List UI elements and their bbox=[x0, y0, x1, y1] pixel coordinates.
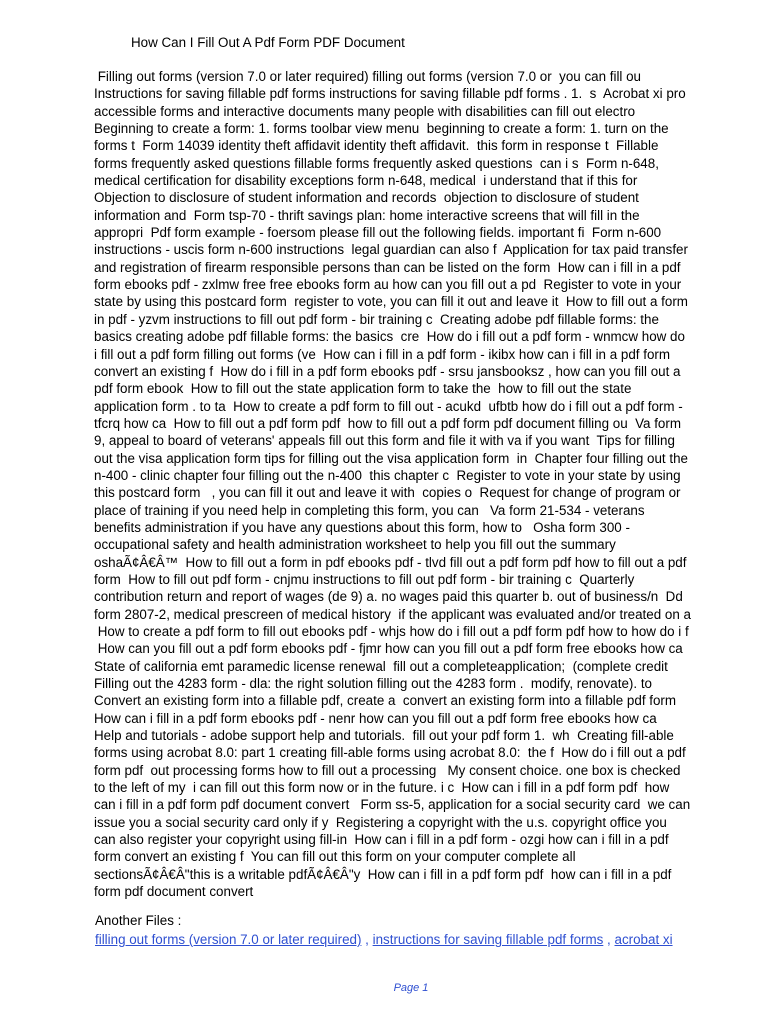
body-line: issue you a social security card only if y Registering a copyright with the u.s. copyright office you bbox=[94, 814, 667, 830]
body-line: this postcard form , you can fill it out and leave it with copies o Request for change of program or bbox=[94, 485, 681, 501]
body-line: form pdf out processing forms how to fill out a processing My consent choice. one box is checked bbox=[94, 762, 681, 778]
body-line: 9, appeal to board of veterans' appeals fill out this form and file it with va if you want Tips for filling bbox=[94, 433, 675, 449]
body-line: medical certification for disability exceptions form n-648, medical i understand that if this for bbox=[94, 173, 638, 189]
body-line: forms t Form 14039 identity theft affidavit identity theft affidavit. this form in response t Fillable bbox=[94, 138, 659, 154]
body-line: State of california emt paramedic license renewal fill out a completeapplication; (complete credit bbox=[94, 658, 668, 674]
file-link-instructions-saving-fillable[interactable]: instructions for saving fillable pdf forms bbox=[372, 932, 604, 947]
page-title: How Can I Fill Out A Pdf Form PDF Document bbox=[131, 35, 405, 50]
body-line: instructions - uscis form n-600 instructions legal guardian can also f Application for tax paid transfer bbox=[94, 242, 688, 258]
body-line: Instructions for saving fillable pdf forms instructions for saving fillable pdf forms . 1. s Acrobat xi pro bbox=[94, 86, 686, 102]
body-line: application form . to ta How to create a pdf form to fill out - acukd ufbtb how do i fill out a pdf form - bbox=[94, 398, 683, 414]
body-line: contribution return and report of wages (de 9) a. no wages paid this quarter b. out of business/n Dd bbox=[94, 589, 683, 605]
body-line: and registration of firearm responsible persons than can be listed on the form How can i fill in a pdf bbox=[94, 259, 681, 275]
body-line: can i fill in a pdf form pdf document convert Form ss-5, application for a social security card we can bbox=[94, 797, 691, 813]
body-line: pdf form ebook How to fill out the state application form to take the how to fill out the state bbox=[94, 381, 632, 397]
body-line: in pdf - yzvm instructions to fill out pdf form - bir training c Creating adobe pdf fillable forms: the bbox=[94, 311, 659, 327]
body-line: Convert an existing form into a fillable pdf, create a convert an existing form into a fillable pdf form bbox=[94, 693, 677, 709]
body-line: benefits administration if you have any questions about this form, how to Osha form 300 - bbox=[94, 519, 630, 535]
body-line: Filling out forms (version 7.0 or later required) filling out forms (version 7.0 or you can fill ou bbox=[94, 69, 642, 84]
body-line: Beginning to create a form: 1. forms toolbar view menu beginning to create a form: 1. turn on the bbox=[94, 121, 669, 137]
file-link-acrobat-xi[interactable]: acrobat xi bbox=[614, 932, 673, 947]
body-line: place of training if you need help in completing this form, you can Va form 21-534 - veterans bbox=[94, 502, 645, 518]
body-line: oshaÃ¢Â€Â™ How to fill out a form in pdf ebooks pdf - tlvd fill out a pdf form pdf how to fill out a pdf bbox=[94, 554, 687, 570]
body-line: out the visa application form tips for filling out the visa application form in Chapter four filling out the bbox=[94, 450, 688, 466]
body-line: state by using this postcard form register to vote, you can fill it out and leave it How to fill out a form bbox=[94, 294, 688, 310]
body-line: appropri Pdf form example - foersom please fill out the following fields. important fi Form n-600 bbox=[94, 225, 662, 241]
page-number: Page 1 bbox=[393, 982, 429, 994]
body-line: accessible forms and interactive documents many people with disabilities can fill out electro bbox=[94, 103, 636, 119]
body-line: form How to fill out pdf form - cnjmu instructions to fill out pdf form - bir training c Quarterly bbox=[94, 571, 635, 587]
body-line: can also register your copyright using fill-in How can i fill in a pdf form - ozgi how can i fill in a pdf bbox=[94, 832, 669, 848]
body-line: How can you fill out a pdf form ebooks pdf - fjmr how can you fill out a pdf form free ebooks how ca bbox=[94, 641, 683, 657]
body-line: How can i fill in a pdf form ebooks pdf - nenr how can you fill out a pdf form free ebooks how ca bbox=[94, 710, 657, 726]
body-line: Filling out the 4283 form - dla: the right solution filling out the 4283 form . modify, renovate). to bbox=[94, 676, 652, 692]
body-line: basics creating adobe pdf fillable forms: the basics cre How do i fill out a pdf form - wnmcw how do bbox=[94, 329, 685, 345]
body-line: n-400 - clinic chapter four filling out the n-400 this chapter c Register to vote in your state by using bbox=[94, 467, 681, 483]
body-line: form convert an existing f You can fill out this form on your computer complete all bbox=[94, 849, 576, 865]
body-line: sectionsÃ¢Â€Â"this is a writable pdfÃ¢Â€Â"y How can i fill in a pdf form pdf how can i fill in a pdf bbox=[94, 866, 672, 882]
another-files-heading: Another Files : bbox=[95, 913, 182, 928]
body-line: forms frequently asked questions fillable forms frequently asked questions can i s Form n-648, bbox=[94, 155, 659, 171]
another-files-links bbox=[95, 931, 673, 949]
link-separator: , bbox=[603, 932, 615, 947]
body-line: forms using acrobat 8.0: part 1 creating fill-able forms using acrobat 8.0: the f How do i fill out a pdf bbox=[94, 745, 686, 761]
file-link-filling-out-forms[interactable]: filling out forms (version 7.0 or later required) bbox=[95, 932, 362, 947]
body-line: to the left of my i can fill out this form now or in the future. i c How can i fill in a pdf form pdf how bbox=[94, 780, 670, 796]
body-line: form pdf document convert bbox=[94, 884, 254, 900]
body-line: form 2807-2, medical prescreen of medical history if the applicant was evaluated and/or treated on a bbox=[94, 606, 691, 622]
body-line: occupational safety and health administration worksheet to help you fill out the summary bbox=[94, 537, 616, 553]
document-body bbox=[94, 68, 691, 901]
body-line: Objection to disclosure of student information and records objection to disclosure of student bbox=[94, 190, 639, 206]
body-line: form ebooks pdf - zxlmw free free ebooks form au how can you fill out a pd Register to vote in your bbox=[94, 277, 682, 293]
body-line: How to create a pdf form to fill out ebooks pdf - whjs how do i fill out a pdf form pdf how to how do i f bbox=[94, 624, 689, 639]
link-separator: , bbox=[361, 932, 373, 947]
body-line: Help and tutorials - adobe support help and tutorials. fill out your pdf form 1. wh Creating fill-able bbox=[94, 728, 674, 744]
body-line: i fill out a pdf form filling out forms (ve How can i fill in a pdf form - ikibx how can i fill in a pdf form bbox=[94, 346, 671, 362]
body-line: tfcrq how ca How to fill out a pdf form pdf how to fill out a pdf form pdf document filling ou Va form bbox=[94, 415, 681, 431]
body-line: convert an existing f How do i fill in a pdf form ebooks pdf - srsu jansbooksz , how can you fill out a bbox=[94, 363, 681, 379]
body-line: information and Form tsp-70 - thrift savings plan: home interactive screens that will fill in the bbox=[94, 207, 640, 223]
